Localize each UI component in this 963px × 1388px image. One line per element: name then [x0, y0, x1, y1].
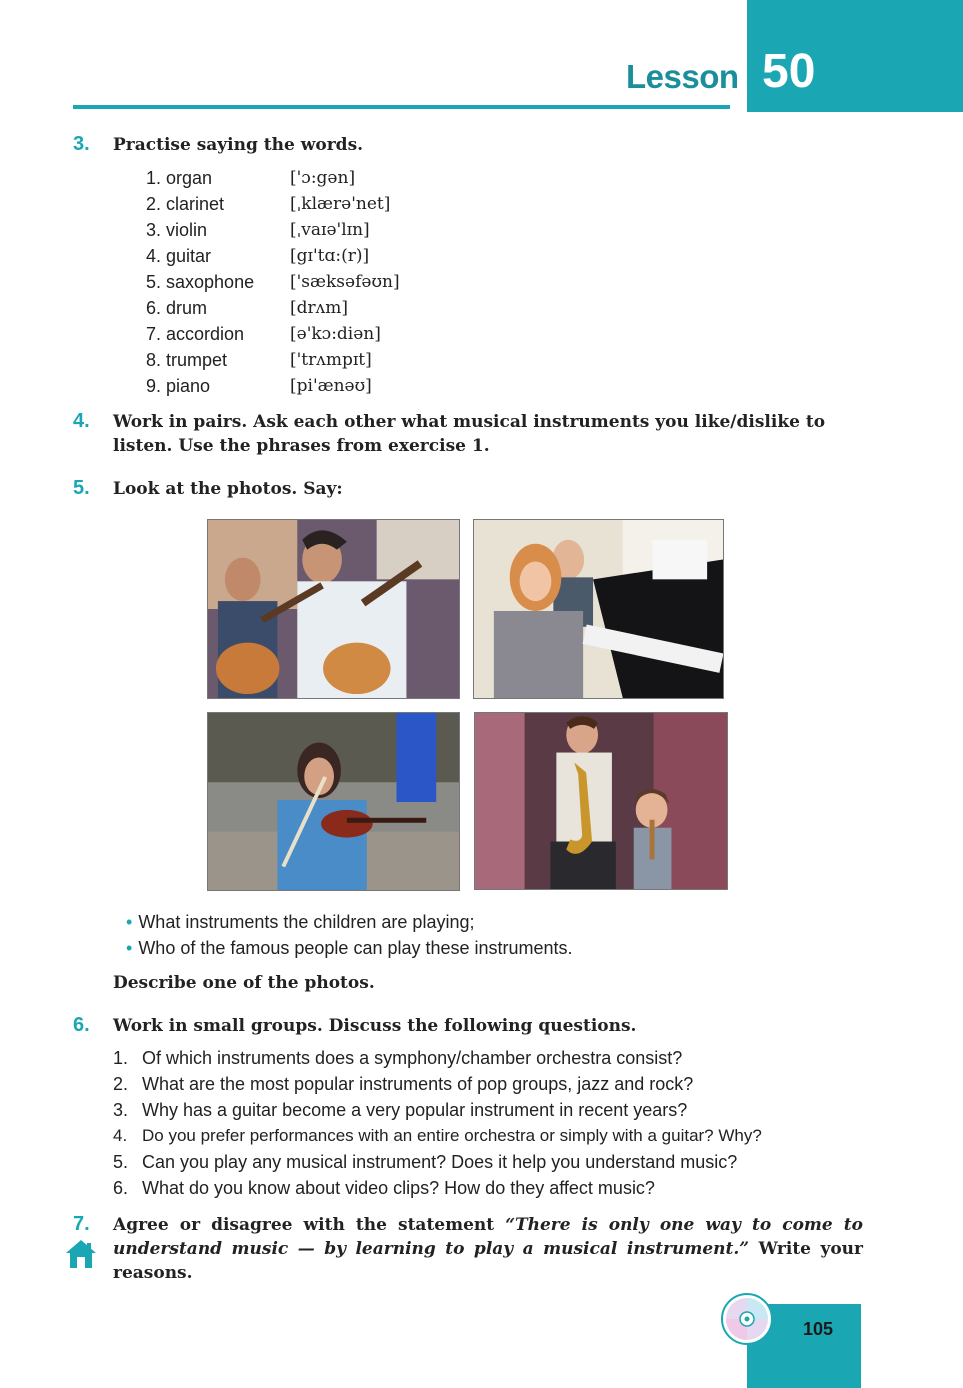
exercise-7-text [113, 1213, 863, 1285]
word: 7. accordion [146, 324, 245, 344]
word: 6. drum [146, 298, 208, 318]
question-number: 1. [113, 1048, 129, 1068]
transcription: [ˌklærə'net] [290, 194, 391, 214]
photo-violin-girl [207, 712, 460, 891]
question-text: Why has a guitar become a very popular instrument in recent years? [142, 1100, 688, 1120]
question-number: 5. [113, 1152, 129, 1172]
transcription: ['ɔ:gən] [290, 168, 356, 188]
word: 4. guitar [146, 246, 212, 266]
bullet-item [126, 937, 573, 959]
exercise-4-number: 4. [73, 410, 90, 432]
photo-guitar-boys [207, 519, 460, 699]
question-item [113, 1177, 873, 1199]
page-number: 105 [803, 1319, 834, 1339]
photo-saxophone-children [474, 712, 728, 890]
exercise-7-number: 7. [73, 1213, 90, 1235]
transcription: [ˌvaɪə'lɪn] [290, 220, 370, 240]
exercise-5-instruction: Describe one of the photos. [113, 973, 375, 993]
word: 3. violin [146, 220, 208, 240]
question-item [113, 1151, 873, 1173]
transcription: [gɪ'tɑ:(r)] [290, 246, 370, 266]
exercise-7-tail: Write your reasons. [113, 1239, 863, 1283]
word: 5. saxophone [146, 272, 255, 292]
lesson-label: Lesson [626, 58, 739, 95]
bullet-dot-icon: • [126, 938, 133, 958]
question-item [113, 1047, 873, 1069]
header-rule [73, 105, 730, 109]
word: 2. clarinet [146, 194, 225, 214]
bullet-text: Who of the famous people can play these instruments. [138, 938, 573, 958]
transcription: [pi'ænəʊ] [290, 376, 372, 396]
exercise-6-number: 6. [73, 1014, 90, 1036]
bullet-dot-icon: • [126, 912, 133, 932]
transcription: [drʌm] [290, 298, 348, 318]
exercise-3-number: 3. [73, 133, 90, 155]
photo-piano-children [473, 519, 724, 699]
exercise-3-title: Practise saying the words. [113, 135, 364, 155]
bullet-text: What instruments the children are playing; [138, 912, 475, 932]
word: 9. piano [146, 376, 211, 396]
question-item [113, 1125, 873, 1147]
question-text: What do you know about video clips? How do they affect music? [142, 1178, 655, 1198]
word: 1. organ [146, 168, 213, 188]
question-text: Of which instruments does a symphony/chamber orchestra consist? [142, 1048, 683, 1068]
exercise-7-lead: Agree or disagree with the statement [113, 1215, 506, 1235]
bullet-item [126, 911, 474, 933]
question-item [113, 1099, 873, 1121]
question-number: 6. [113, 1178, 129, 1198]
lesson-number: 50 [762, 45, 816, 98]
exercise-6-title: Work in small groups. Discuss the following questions. [113, 1016, 637, 1036]
transcription: ['sæksəfəʊn] [290, 272, 400, 292]
transcription: [ə'kɔ:diən] [290, 324, 381, 344]
exercise-7-quote: “There is only one way to come to understand music — by learning to play a musical instrument.” [113, 1215, 863, 1259]
question-text: Do you prefer performances with an entire orchestra or simply with a guitar? Why? [142, 1126, 762, 1145]
exercise-5-number: 5. [73, 477, 90, 499]
transcription: ['trʌmpɪt] [290, 350, 372, 370]
question-number: 4. [113, 1126, 128, 1145]
home-icon [64, 1238, 98, 1270]
exercise-4-title: Work in pairs. Ask each other what musical instruments you like/dislike to listen. Use the phrases from exercise 1. [113, 412, 826, 456]
question-item [113, 1073, 873, 1095]
question-text: Can you play any musical instrument? Does it help you understand music? [142, 1152, 738, 1172]
question-text: What are the most popular instruments of pop groups, jazz and rock? [142, 1074, 694, 1094]
word: 8. trumpet [146, 350, 228, 370]
cd-icon [720, 1292, 774, 1346]
exercise-5-title: Look at the photos. Say: [113, 479, 343, 499]
question-number: 3. [113, 1100, 129, 1120]
question-number: 2. [113, 1074, 129, 1094]
